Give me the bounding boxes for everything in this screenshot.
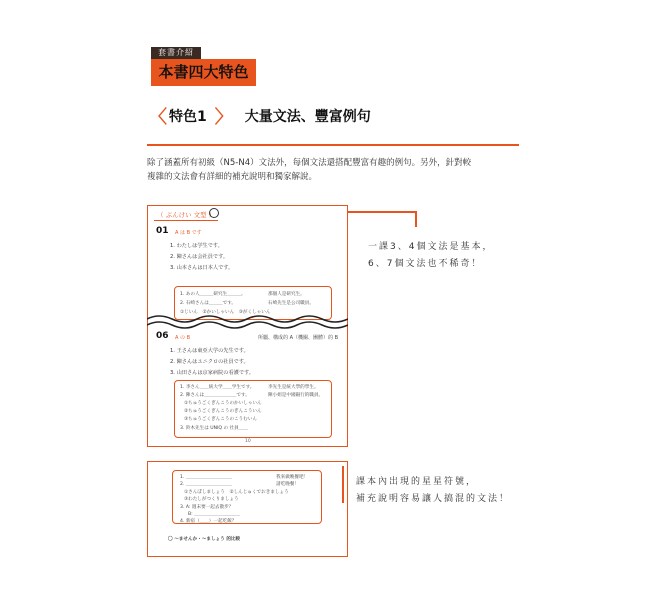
lesson-note-2: 所屬、構成的 A（機關、團體）的 B — [258, 335, 339, 341]
intro-line-2: 複雜的文法會有詳細的補充說明和獨家解說。 — [147, 172, 318, 182]
practice-item: 2. 石崎さんは＿＿＿です。 — [180, 301, 237, 306]
example-sentence: 2. 陳さんは会社員です。 — [170, 254, 229, 260]
practice-option: ②ちゅうごくぎんこうのぎんこういん — [184, 409, 262, 414]
example-sentence: 1. 王さんは東亞大学の先生です。 — [170, 348, 249, 354]
callout-line-1-h — [348, 211, 416, 213]
practice-item: 4. 新宿（＿＿）一起吃飯？ — [180, 519, 237, 524]
callout-2-line-1: 課本內出現的星星符號， — [356, 477, 478, 487]
torn-wave-divider — [147, 311, 348, 333]
practice-item: 1. ＿＿＿＿＿＿＿＿＿＿ — [180, 475, 232, 480]
feature-heading — [147, 103, 371, 129]
practice-translation: 石崎先生是公司職員。 — [268, 301, 314, 306]
practice-translation: 我來做晚餐吧！ — [276, 475, 309, 480]
example-sentence: 3. 山田さんは京家病院の看護です。 — [170, 370, 254, 376]
practice-item: 1. 李さん＿＿統大学＿＿学生です。 — [180, 385, 255, 390]
page-banner-title: 本書四大特色 — [151, 59, 256, 86]
practice-translation: 那個人是研究生。 — [268, 292, 305, 297]
practice-item: 2. 陳さんは＿＿＿＿＿＿＿です。 — [180, 393, 250, 398]
feature-label: 特色1 — [169, 109, 207, 125]
intro-line-1: 除了涵蓋所有初級（N5-N4）文法外，每個文法還搭配豐富有趣的例句。另外，針對較 — [147, 158, 472, 168]
callout-line-2 — [342, 466, 344, 503]
practice-item: B: ＿＿＿＿＿＿＿＿＿＿ — [188, 512, 241, 517]
sample-title-tag: （ ぶんけい 文型 ） — [154, 210, 218, 221]
intro-paragraph — [147, 156, 527, 184]
practice-item: 3. 鈴木先生は UNIQ の 社員＿＿ — [180, 426, 248, 431]
sample-page-number: 10 — [245, 439, 251, 444]
practice-translation: 請吃晚餐！ — [276, 482, 299, 487]
example-sentence: 2. 陳さんはユニクロの社員です。 — [170, 359, 249, 365]
lesson-pattern-2: A の B — [175, 335, 191, 341]
callout-2-line-2: 補充說明容易讓人搞混的文法！ — [356, 494, 511, 504]
callout-1-line-1: 一課3、4個文法是基本， — [368, 242, 494, 252]
pen-circle-icon — [209, 208, 219, 218]
callout-1-line-2: 6、7個文法也不稀奇！ — [368, 259, 483, 269]
sample-page-2 — [147, 461, 348, 557]
lesson-pattern-1: A は B です — [175, 230, 202, 236]
callout-text-1 — [368, 239, 493, 273]
practice-option: ③ちゅうごくぎんこうのこうむいん — [184, 417, 258, 422]
bracket-open: 〈 — [149, 107, 167, 128]
practice-translation: 陳小姐是中國銀行的職員。 — [268, 393, 324, 398]
bracket-close: 〉 — [214, 107, 233, 128]
lesson-number-2: 06 — [156, 331, 169, 341]
practice-translation: 李先生是統大學的學生。 — [268, 385, 319, 390]
grammar-comparison-heading: 〇 ～ませんか・～ましょう 的比較 — [168, 537, 241, 542]
practice-option: ①さんぽしましょう ②しんじゅくでおきましょう — [184, 490, 289, 495]
callout-text-2 — [356, 474, 510, 508]
practice-option: ③わたしがつくりましょう — [184, 497, 239, 502]
sample-page-1 — [147, 205, 348, 447]
section-tag: 套書介紹 — [151, 47, 201, 59]
feature-text: 大量文法、豐富例句 — [244, 109, 371, 125]
divider-rule — [147, 144, 519, 146]
example-sentence: 1. わたしは学生です。 — [170, 243, 223, 249]
practice-item: 3. A: 週末要一起去散步？ — [180, 505, 234, 510]
practice-option: ①ちゅうごくぎんこうのかいしゃいん — [184, 401, 262, 406]
callout-line-1-v — [415, 211, 417, 227]
example-sentence: 3. 山本さんは日本人です。 — [170, 265, 234, 271]
practice-item: 1. あの人＿＿＿研究生＿＿＿。 — [180, 292, 246, 297]
practice-options: ①じいん ②かいしゃいん ③がくしゃいん — [180, 310, 271, 315]
practice-item: 2. ＿＿＿＿＿＿＿＿＿＿ — [180, 482, 232, 487]
lesson-number-1: 01 — [156, 226, 169, 236]
